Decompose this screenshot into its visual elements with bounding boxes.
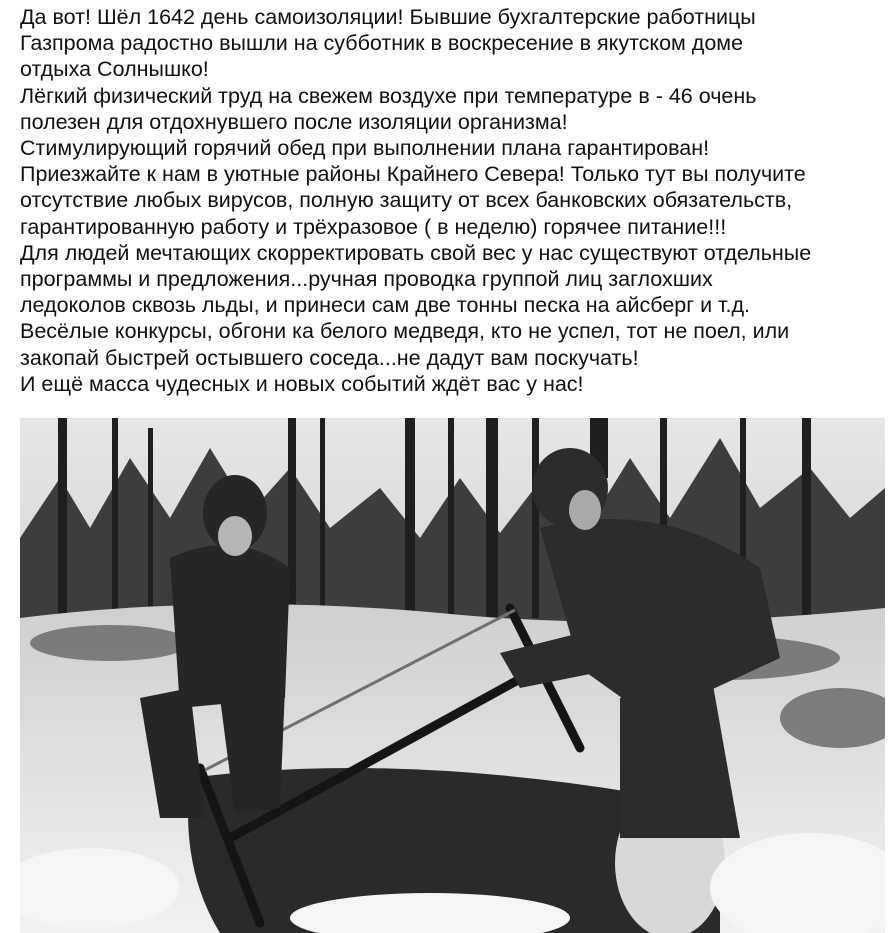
post-line: ледоколов сквозь льды, и принеси сам две тонны песка на айсберг и т.д. bbox=[20, 293, 751, 318]
post-line: полезен для отдохнувшего после изоляции организма! bbox=[20, 109, 568, 134]
post-text bbox=[20, 4, 890, 397]
post-line: отдыха Солнышко! bbox=[20, 57, 209, 82]
post-line: Весёлые конкурсы, обгони ка белого медведя, кто не успел, тот не поел, или bbox=[20, 319, 790, 344]
post-line: Газпрома радостно вышли на субботник в воскресение в якутском доме bbox=[20, 31, 744, 56]
post-line: Стимулирующий горячий обед при выполнении плана гарантирован! bbox=[20, 136, 710, 161]
post-line: И ещё масса чудесных и новых событий ждёт вас у нас! bbox=[20, 371, 584, 396]
post-line: Для людей мечтающих скорректировать свой вес у нас существуют отдельные bbox=[20, 240, 812, 265]
photo-illustration bbox=[20, 418, 885, 933]
post-line: Да вот! Шёл 1642 день самоизоляции! Бывшие бухгалтерские работницы bbox=[20, 5, 756, 29]
post-line: закопай быстрей остывшего соседа...не дадут вам поскучать! bbox=[20, 345, 639, 370]
post-line: Приезжайте к нам в уютные районы Крайнего Севера! Только тут вы получите bbox=[20, 162, 806, 187]
post-line: отсутствие любых вирусов, полную защиту от всех банковских обязательств, bbox=[20, 188, 793, 213]
post-line: программы и предложения...ручная проводка группой лиц заглохших bbox=[20, 267, 713, 292]
post-line: Лёгкий физический труд на свежем воздухе при температуре в - 46 очень bbox=[20, 83, 757, 108]
post-line: гарантированную работу и трёхразовое ( в неделю) горячее питание!!! bbox=[20, 214, 727, 239]
post-photo[interactable] bbox=[20, 418, 885, 933]
